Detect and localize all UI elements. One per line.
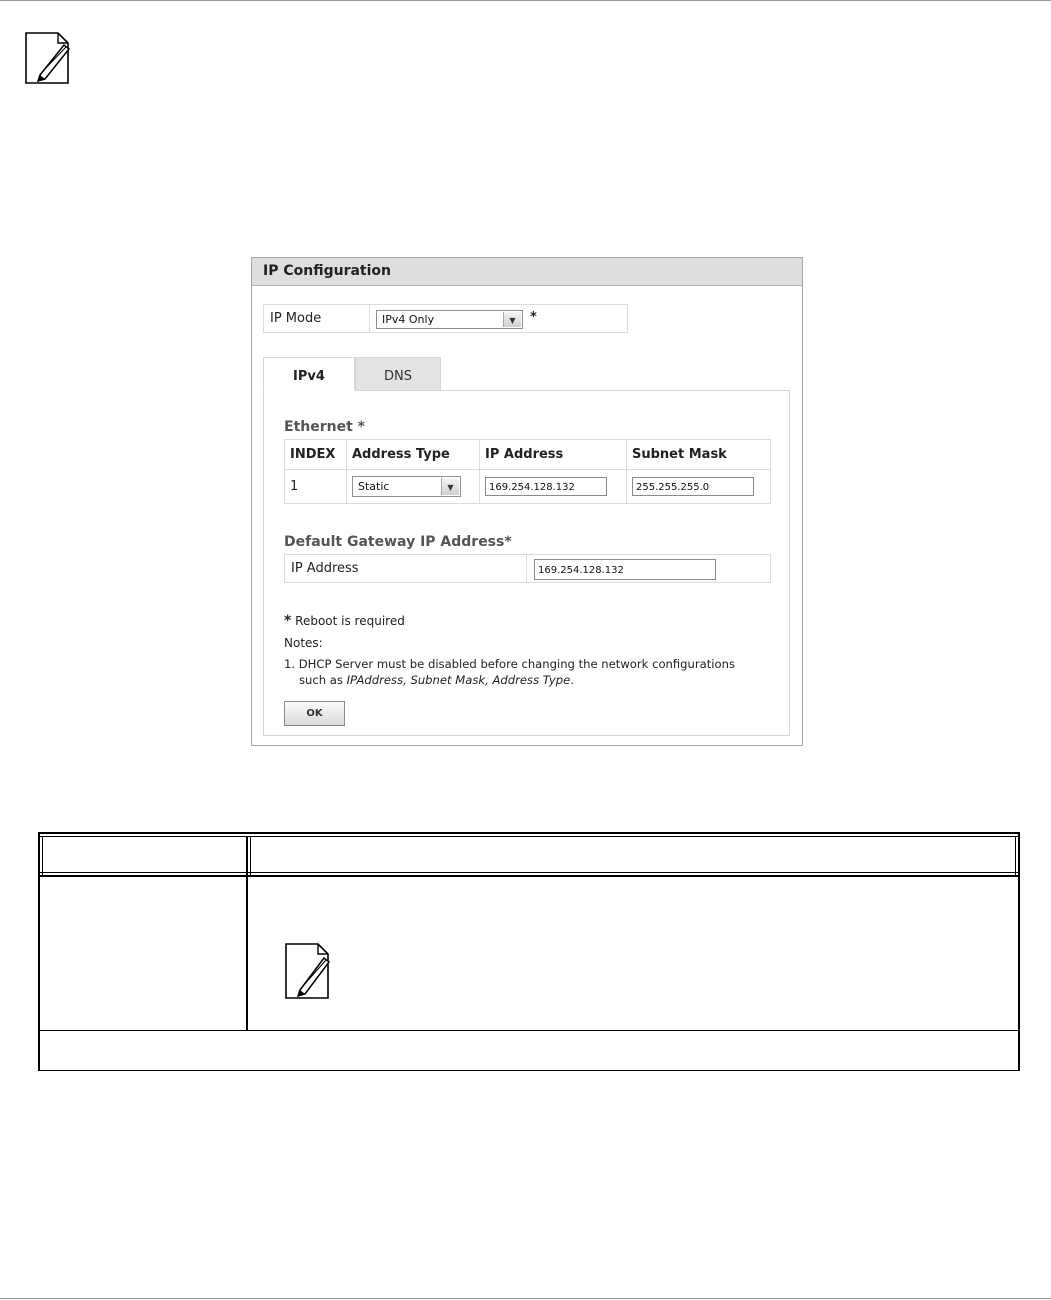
table-header-row (285, 440, 771, 470)
tab-dns[interactable]: DNS (355, 357, 441, 391)
note-pencil-icon (284, 942, 334, 1000)
ethernet-section-title: Ethernet * (284, 419, 365, 435)
table-border (42, 836, 43, 875)
gateway-ip-label: IP Address (285, 555, 527, 582)
subnet-mask-input[interactable]: 255.255.255.0 (632, 477, 754, 496)
chevron-down-icon: ▼ (441, 478, 459, 495)
table-border (38, 1030, 1020, 1031)
note-pencil-icon (24, 31, 74, 85)
column-header-ip-address: IP Address (480, 440, 627, 470)
ip-mode-select[interactable] (376, 310, 523, 329)
page-top-rule (0, 0, 1051, 1)
address-type-value: Static (358, 480, 390, 493)
tab-ipv4[interactable]: IPv4 (263, 357, 355, 391)
ip-configuration-panel (251, 257, 803, 746)
table-border (38, 832, 40, 1071)
ip-address-cell (480, 470, 627, 504)
table-border (1018, 832, 1020, 1071)
reboot-mark: * (284, 613, 292, 629)
reboot-note (284, 613, 405, 629)
gateway-ip-input[interactable]: 169.254.128.132 (534, 559, 716, 580)
note-1-line-2-prefix: such as (299, 673, 347, 687)
notes-label: Notes: (284, 636, 323, 650)
table-border (38, 872, 1020, 873)
required-mark: * (530, 310, 537, 325)
default-gateway-row (284, 554, 771, 583)
table-border (38, 875, 1020, 877)
table-border (38, 836, 1020, 837)
address-type-cell (347, 470, 480, 504)
page-bottom-rule (0, 1298, 1051, 1299)
ip-mode-row (263, 304, 628, 333)
ip-mode-value: IPv4 Only (382, 313, 435, 326)
table-row (285, 470, 771, 504)
table-border (1015, 836, 1016, 875)
table-border (250, 836, 251, 875)
panel-title: IP Configuration (252, 258, 802, 286)
subnet-mask-cell (627, 470, 771, 504)
index-cell: 1 (285, 470, 347, 504)
reboot-note-text: Reboot is required (295, 614, 405, 628)
note-1-line-2-italic: IPAddress, Subnet Mask, Address Type (346, 673, 571, 687)
table-border (246, 836, 248, 1031)
ethernet-table (284, 439, 771, 504)
table-border (38, 832, 1020, 834)
column-header-address-type: Address Type (347, 440, 480, 470)
ip-address-input[interactable]: 169.254.128.132 (485, 477, 607, 496)
ipv4-tab-content (263, 390, 790, 736)
ip-mode-label: IP Mode (264, 305, 370, 332)
note-1-line-2-suffix: . (570, 673, 574, 687)
default-gateway-title: Default Gateway IP Address* (284, 534, 512, 550)
table-border (38, 1070, 1020, 1071)
address-type-select[interactable] (352, 476, 461, 497)
column-header-subnet-mask: Subnet Mask (627, 440, 771, 470)
note-1-line-1: 1. DHCP Server must be disabled before changing the network configurations (284, 657, 736, 671)
document-table (38, 832, 1020, 1071)
ok-button[interactable]: OK (284, 701, 345, 726)
column-header-index: INDEX (285, 440, 347, 470)
note-1-line-2 (299, 673, 574, 687)
chevron-down-icon: ▼ (503, 312, 521, 327)
